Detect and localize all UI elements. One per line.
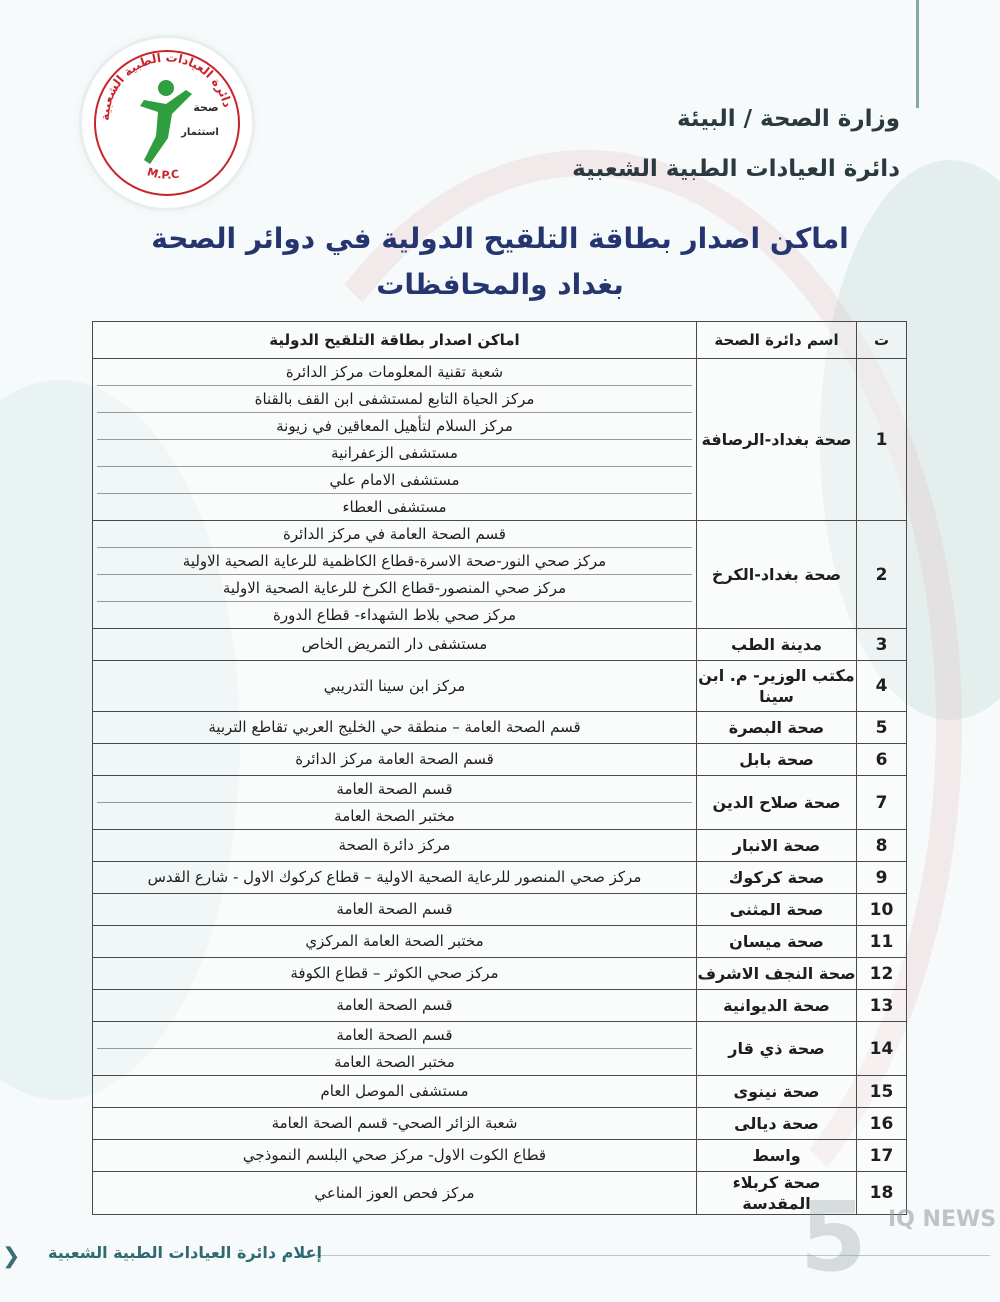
location-item: مركز ابن سينا التدريبي	[323, 677, 466, 695]
table-row	[93, 744, 907, 776]
department-name: صحة النجف الاشرف	[697, 958, 857, 990]
department-name: صحة ذي قار	[697, 1022, 857, 1076]
department-name: صحة ميسان	[697, 926, 857, 958]
svg-text:5: 5	[800, 1181, 867, 1278]
department-name: صحة صلاح الدين	[697, 776, 857, 830]
locations-cell	[93, 712, 697, 744]
row-number: 12	[857, 958, 907, 990]
column-header-department: اسم دائرة الصحة	[697, 322, 857, 359]
directorate-logo	[82, 38, 252, 208]
table-row	[93, 990, 907, 1022]
location-item: مختبر الصحة العامة	[334, 807, 455, 825]
location-item: مستشفى الموصل العام	[320, 1082, 469, 1100]
footer-credit: إعلام دائرة العيادات الطبية الشعبية	[48, 1243, 322, 1262]
location-item: قسم الصحة العامة	[336, 996, 453, 1014]
locations-cell	[93, 1076, 697, 1108]
row-number: 17	[857, 1140, 907, 1172]
row-number: 15	[857, 1076, 907, 1108]
table-row	[93, 894, 907, 926]
location-item: مركز صحي النور-صحة الاسرة-قطاع الكاظمية للرعاية الصحية الاولية	[97, 548, 692, 575]
directorate-name: دائرة العيادات الطبية الشعبية	[572, 156, 900, 182]
table-body	[93, 359, 907, 1215]
location-item: مستشفى الامام علي	[97, 467, 692, 494]
watermark-text: IQ NEWS	[888, 1207, 997, 1232]
vaccination-locations-table	[92, 321, 907, 1215]
location-item: مستشفى الزعفرانية	[97, 440, 692, 467]
locations-cell	[93, 1108, 697, 1140]
table-row	[93, 359, 907, 521]
location-item: مختبر الصحة العامة	[334, 1053, 455, 1071]
table-header-row	[93, 322, 907, 359]
row-number: 14	[857, 1022, 907, 1076]
row-number: 9	[857, 862, 907, 894]
department-name: صحة كربلاء المقدسة	[697, 1172, 857, 1215]
table-row	[93, 926, 907, 958]
table-row	[93, 958, 907, 990]
row-number: 1	[857, 359, 907, 521]
row-number: 6	[857, 744, 907, 776]
locations-cell	[93, 958, 697, 990]
page-subtitle: بغداد والمحافظات	[376, 268, 624, 301]
svg-text:صحة: صحة	[193, 101, 219, 114]
department-name: مكتب الوزير- م. ابن سينا	[697, 661, 857, 712]
locations-cell	[93, 894, 697, 926]
locations-cell	[93, 521, 697, 629]
location-item: مركز صحي بلاط الشهداء- قطاع الدورة	[273, 606, 516, 624]
table-row	[93, 1022, 907, 1076]
locations-cell	[93, 926, 697, 958]
row-number: 11	[857, 926, 907, 958]
department-name: صحة بغداد-الكرخ	[697, 521, 857, 629]
locations-cell	[93, 1140, 697, 1172]
row-number: 10	[857, 894, 907, 926]
table-row	[93, 1140, 907, 1172]
table-row	[93, 1076, 907, 1108]
chevron-right-icon: ❯	[2, 1244, 21, 1269]
location-item: شعبة تقنية المعلومات مركز الدائرة	[97, 359, 692, 386]
page-title: اماكن اصدار بطاقة التلقيح الدولية في دوائر الصحة	[151, 222, 849, 255]
location-item: مركز الحياة التابع لمستشفى ابن القف بالقناة	[97, 386, 692, 413]
table-row	[93, 776, 907, 830]
column-header-locations: اماكن اصدار بطاقة التلقيح الدولية	[93, 322, 697, 359]
row-number: 4	[857, 661, 907, 712]
table-row	[93, 862, 907, 894]
location-item: مستشفى دار التمريض الخاص	[301, 635, 488, 653]
row-number: 13	[857, 990, 907, 1022]
department-name: صحة الديوانية	[697, 990, 857, 1022]
row-number: 2	[857, 521, 907, 629]
table-row	[93, 629, 907, 661]
location-item: قسم الصحة العامة مركز الدائرة	[295, 750, 494, 768]
locations-cell	[93, 661, 697, 712]
department-name: صحة كركوك	[697, 862, 857, 894]
location-item: قسم الصحة العامة	[97, 776, 692, 803]
row-number: 18	[857, 1172, 907, 1215]
locations-cell	[93, 744, 697, 776]
locations-cell	[93, 1022, 697, 1076]
location-item: قطاع الكوت الاول- مركز صحي البلسم النموذجي	[242, 1146, 547, 1164]
table-row	[93, 830, 907, 862]
vaccination-locations-table-container	[93, 321, 907, 1215]
row-number: 7	[857, 776, 907, 830]
row-number: 3	[857, 629, 907, 661]
locations-cell	[93, 990, 697, 1022]
locations-cell	[93, 830, 697, 862]
location-item: مركز صحي المنصور-قطاع الكرخ للرعاية الصحية الاولية	[97, 575, 692, 602]
location-item: مركز السلام لتأهيل المعاقين في زيونة	[97, 413, 692, 440]
department-name: مدينة الطب	[697, 629, 857, 661]
locations-cell	[93, 862, 697, 894]
ministry-name: وزارة الصحة / البيئة	[676, 106, 900, 132]
table-row	[93, 521, 907, 629]
locations-cell	[93, 359, 697, 521]
location-item: مركز صحي الكوثر – قطاع الكوفة	[290, 964, 499, 982]
location-item: قسم الصحة العامة	[97, 1022, 692, 1049]
column-header-number: ت	[857, 322, 907, 359]
location-item: مختبر الصحة العامة المركزي	[305, 932, 484, 950]
table-row	[93, 1172, 907, 1215]
location-item: مركز صحي المنصور للرعاية الصحية الاولية – قطاع كركوك الاول - شارع القدس	[147, 868, 642, 886]
svg-text:M.P.C: M.P.C	[145, 165, 181, 182]
department-name: صحة بابل	[697, 744, 857, 776]
location-item: قسم الصحة العامة	[336, 900, 453, 918]
svg-text:استثمار: استثمار	[181, 127, 219, 138]
svg-text:دائرة العيادات الطبية الشعبية: دائرة العيادات الطبية الشعبية	[97, 50, 235, 121]
locations-cell	[93, 629, 697, 661]
location-item: مركز فحص العوز المناعي	[314, 1183, 475, 1202]
department-name: صحة الانبار	[697, 830, 857, 862]
department-name: واسط	[697, 1140, 857, 1172]
department-name: صحة ديالى	[697, 1108, 857, 1140]
location-item: مركز دائرة الصحة	[338, 836, 451, 854]
table-row	[93, 1108, 907, 1140]
location-item: مستشفى العطاء	[342, 498, 447, 516]
row-number: 16	[857, 1108, 907, 1140]
locations-cell	[93, 776, 697, 830]
department-name: صحة المثنى	[697, 894, 857, 926]
department-name: صحة نينوى	[697, 1076, 857, 1108]
location-item: شعبة الزائر الصحي- قسم الصحة العامة	[271, 1114, 518, 1132]
department-name: صحة بغداد-الرصافة	[697, 359, 857, 521]
department-name: صحة البصرة	[697, 712, 857, 744]
location-item: قسم الصحة العامة – منطقة حي الخليج العربي تقاطع التربية	[208, 718, 581, 736]
table-row	[93, 712, 907, 744]
location-item: قسم الصحة العامة في مركز الدائرة	[97, 521, 692, 548]
row-number: 8	[857, 830, 907, 862]
decorative-line	[916, 0, 919, 108]
table-row	[93, 661, 907, 712]
locations-cell	[93, 1172, 697, 1215]
row-number: 5	[857, 712, 907, 744]
